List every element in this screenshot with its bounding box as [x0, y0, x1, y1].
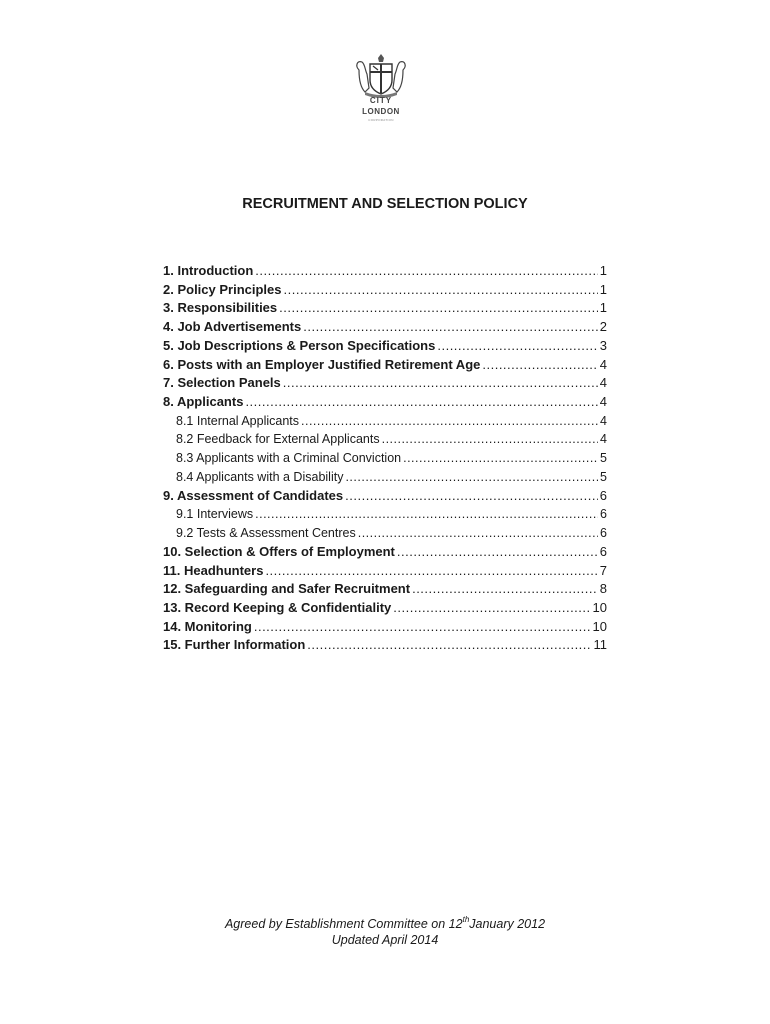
toc-entry-page: 4 [599, 375, 607, 391]
toc-dot-leader [279, 299, 598, 317]
toc-dot-leader [358, 524, 598, 542]
toc-entry-page: 10 [592, 599, 607, 615]
toc-entry-page: 8 [599, 581, 607, 597]
toc-dot-leader [265, 562, 597, 580]
toc-entry[interactable] [163, 543, 607, 562]
toc-entry[interactable] [163, 505, 607, 524]
toc-entry-page: 6 [600, 526, 607, 541]
toc-entry[interactable] [163, 262, 607, 281]
toc-entry-label: 8. Applicants [163, 394, 244, 410]
toc-dot-leader [382, 430, 598, 448]
toc-dot-leader [393, 599, 590, 617]
toc-entry-label: 2. Policy Principles [163, 281, 282, 297]
toc-entry-page: 4 [600, 432, 607, 447]
toc-entry-page: 5 [600, 451, 607, 466]
toc-entry[interactable] [163, 337, 607, 356]
logo-london-text: LONDON [362, 107, 400, 116]
toc-dot-leader [301, 412, 598, 430]
toc-entry-label: 6. Posts with an Employer Justified Retirement Age [163, 356, 481, 372]
toc-entry-page: 5 [600, 469, 607, 484]
toc-entry-page: 10 [592, 618, 607, 634]
toc-entry[interactable] [163, 449, 607, 468]
toc-entry-page: 1 [599, 263, 607, 278]
toc-entry-label: 5. Job Descriptions & Person Specifications [163, 337, 436, 353]
toc-entry-page: 4 [599, 356, 607, 372]
toc-dot-leader [412, 580, 598, 598]
toc-entry[interactable] [163, 318, 607, 337]
toc-entry[interactable] [163, 468, 607, 487]
document-title: RECRUITMENT AND SELECTION POLICY [242, 196, 528, 212]
toc-dot-leader [254, 618, 591, 636]
toc-entry-label: 8.4 Applicants with a Disability [176, 469, 344, 484]
toc-entry[interactable] [163, 524, 607, 543]
toc-entry-page: 6 [600, 507, 607, 522]
toc-entry[interactable] [163, 487, 607, 506]
toc-entry-label: 9.1 Interviews [176, 507, 254, 522]
toc-entry[interactable] [163, 580, 607, 599]
toc-entry-label: 8.1 Internal Applicants [176, 413, 299, 428]
toc-dot-leader [284, 281, 598, 299]
toc-dot-leader [307, 636, 591, 654]
toc-entry-label: 12. Safeguarding and Safer Recruitment [163, 581, 411, 597]
toc-entry-page: 7 [599, 562, 607, 578]
toc-entry-page: 3 [599, 337, 607, 353]
toc-entry-label: 10. Selection & Offers of Employment [163, 543, 395, 559]
toc-dot-leader [255, 262, 597, 280]
logo-city-text: CITY [369, 96, 393, 105]
toc-entry-label: 15. Further Information [163, 637, 306, 653]
toc-entry-label: 13. Record Keeping & Confidentiality [163, 599, 392, 615]
toc-entry-label: 8.2 Feedback for External Applicants [176, 432, 380, 447]
toc-dot-leader [437, 337, 597, 355]
toc-dot-leader [482, 356, 597, 374]
toc-dot-leader [345, 468, 598, 486]
toc-dot-leader [283, 374, 598, 392]
toc-entry[interactable] [163, 618, 607, 637]
toc-dot-leader [345, 487, 598, 505]
toc-entry[interactable] [163, 412, 607, 431]
updated-note: Updated April 2014 [331, 933, 439, 947]
table-of-contents [163, 262, 607, 655]
toc-entry-label: 7. Selection Panels [163, 375, 281, 391]
toc-dot-leader [303, 318, 598, 336]
toc-entry-page: 4 [600, 413, 607, 428]
toc-entry[interactable] [163, 393, 607, 412]
toc-entry-page: 6 [599, 543, 607, 559]
toc-entry-label: 4. Job Advertisements [163, 319, 302, 335]
toc-entry-label: 9.2 Tests & Assessment Centres [176, 526, 356, 541]
toc-dot-leader [403, 449, 598, 467]
toc-dot-leader [255, 505, 598, 523]
toc-entry-label: 3. Responsibilities [163, 300, 278, 316]
toc-entry-page: 6 [599, 487, 607, 503]
toc-entry-page: 2 [599, 319, 607, 335]
toc-entry[interactable] [163, 281, 607, 300]
toc-entry-label: 9. Assessment of Candidates [163, 487, 344, 503]
toc-entry-page: 1 [599, 300, 607, 316]
toc-entry[interactable] [163, 356, 607, 375]
toc-entry[interactable] [163, 299, 607, 318]
toc-entry[interactable] [163, 599, 607, 618]
toc-dot-leader [397, 543, 598, 561]
toc-entry-label: 14. Monitoring [163, 618, 252, 634]
toc-entry-label: 11. Headhunters [163, 562, 264, 578]
toc-entry-page: 1 [599, 281, 607, 297]
toc-entry-label: 1. Introduction [163, 263, 254, 278]
agreed-note: Agreed by Establishment Committee on 12thJanuary 2012 [224, 915, 546, 931]
toc-entry[interactable] [163, 374, 607, 393]
toc-entry[interactable] [163, 562, 607, 581]
toc-entry-page: 11 [593, 637, 607, 653]
toc-entry-page: 4 [599, 394, 607, 410]
toc-entry[interactable] [163, 430, 607, 449]
logo-corporation-text: CORPORATION [368, 118, 394, 122]
toc-dot-leader [245, 393, 597, 411]
toc-entry-label: 8.3 Applicants with a Criminal Conviction [176, 451, 402, 466]
toc-entry[interactable] [163, 636, 607, 655]
